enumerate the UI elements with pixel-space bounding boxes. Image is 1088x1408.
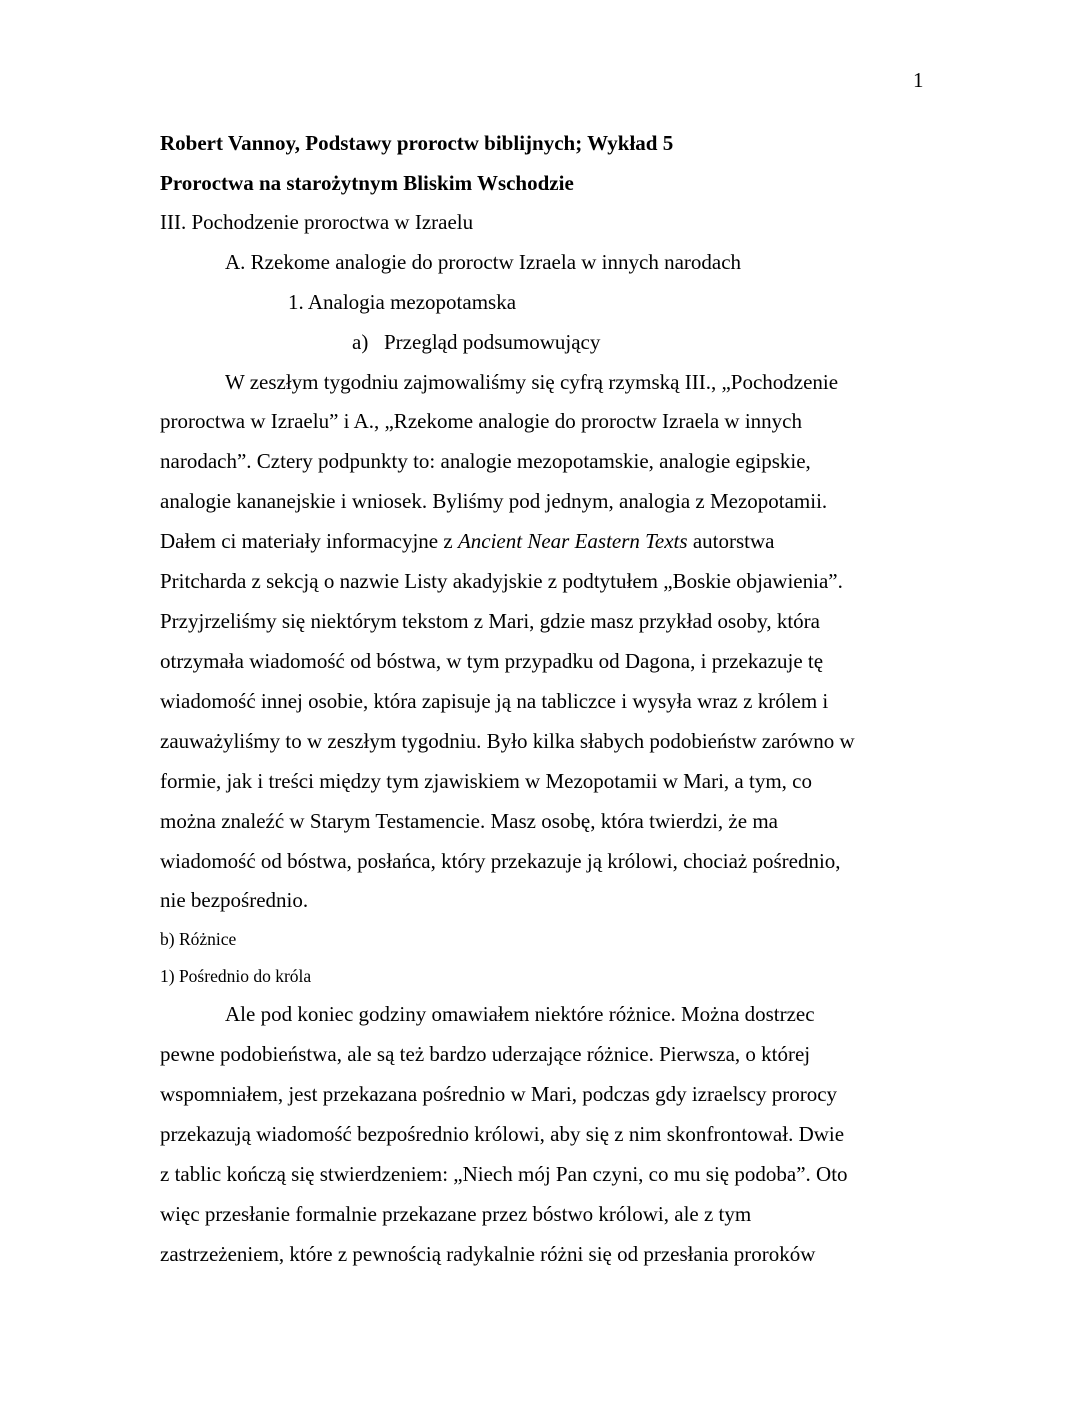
paragraph-line: formie, jak i treści między tym zjawiskiem w Mezopotamii w Mari, a tym, co (160, 769, 812, 793)
paragraph-line: zastrzeżeniem, które z pewnością radykalnie różni się od przesłania proroków (160, 1242, 816, 1266)
paragraph-line: wspomniałem, jest przekazana pośrednio w Mari, podczas gdy izraelscy prorocy (160, 1082, 838, 1106)
book-title: Ancient Near Eastern Texts (457, 529, 688, 553)
paragraph-line (160, 528, 774, 554)
paragraph-line: przekazują wiadomość bezpośrednio królowi, aby się z nim skonfrontował. Dwie (160, 1122, 845, 1146)
paragraph-line: Ale pod koniec godziny omawiałem niektóre różnice. Można dostrzec (225, 1002, 815, 1026)
paragraph-line: więc przesłanie formalnie przekazane przez bóstwo królowi, ale z tym (160, 1202, 752, 1226)
outline-heading-a: A. Rzekome analogie do proroctw Izraela w innych narodach (225, 250, 742, 274)
text-segment: autorstwa (687, 529, 775, 553)
section-heading-b: b) Różnice (160, 929, 237, 949)
outline-heading-iii: III. Pochodzenie proroctwa w Izraelu (160, 210, 474, 234)
paragraph-line: Przyjrzeliśmy się niektórym tekstom z Mari, gdzie masz przykład osoby, która (160, 609, 820, 633)
paragraph-line: W zeszłym tygodniu zajmowaliśmy się cyfrą rzymską III., „Pochodzenie (225, 370, 839, 394)
paragraph-line: otrzymała wiadomość od bóstwa, w tym przypadku od Dagona, i przekazuje tę (160, 649, 824, 673)
outline-heading-sub-a: Przegląd podsumowujący (384, 330, 601, 354)
paragraph-line: wiadomość od bóstwa, posłańca, który przekazuje ją królowi, chociaż pośrednio, (160, 849, 841, 873)
outline-heading-1: 1. Analogia mezopotamska (288, 290, 517, 314)
paragraph-line: zauważyliśmy to w zeszłym tygodniu. Było kilka słabych podobieństw zarówno w (160, 729, 855, 753)
paragraph-line: proroctwa w Izraelu” i A., „Rzekome analogie do proroctw Izraela w innych (160, 409, 802, 433)
paragraph-line: z tablic kończą się stwierdzeniem: „Niech mój Pan czyni, co mu się podoba”. Oto (160, 1162, 848, 1186)
paragraph-line: wiadomość innej osobie, która zapisuje ją na tabliczce i wysyła wraz z królem i (160, 689, 829, 713)
outline-marker-a: a) (352, 330, 369, 354)
document-subtitle: Proroctwa na starożytnym Bliskim Wschodzie (160, 171, 574, 195)
paragraph-line: narodach”. Cztery podpunkty to: analogie mezopotamskie, analogie egipskie, (160, 449, 811, 473)
document-title: Robert Vannoy, Podstawy proroctw biblijnych; Wykład 5 (160, 131, 674, 155)
paragraph-line: analogie kananejskie i wniosek. Byliśmy pod jednym, analogia z Mezopotamii. (160, 489, 828, 513)
page-number: 1 (913, 68, 924, 92)
section-heading-b1: 1) Pośrednio do króla (160, 966, 312, 986)
paragraph-line: Pritcharda z sekcją o nazwie Listy akadyjskie z podtytułem „Boskie objawienia”. (160, 569, 843, 593)
paragraph-line: pewne podobieństwa, ale są też bardzo uderzające różnice. Pierwsza, o której (160, 1042, 811, 1066)
text-segment: Dałem ci materiały informacyjne z (160, 529, 458, 553)
paragraph-line: można znaleźć w Starym Testamencie. Masz osobę, która twierdzi, że ma (160, 809, 778, 833)
paragraph-line: nie bezpośrednio. (160, 888, 309, 912)
